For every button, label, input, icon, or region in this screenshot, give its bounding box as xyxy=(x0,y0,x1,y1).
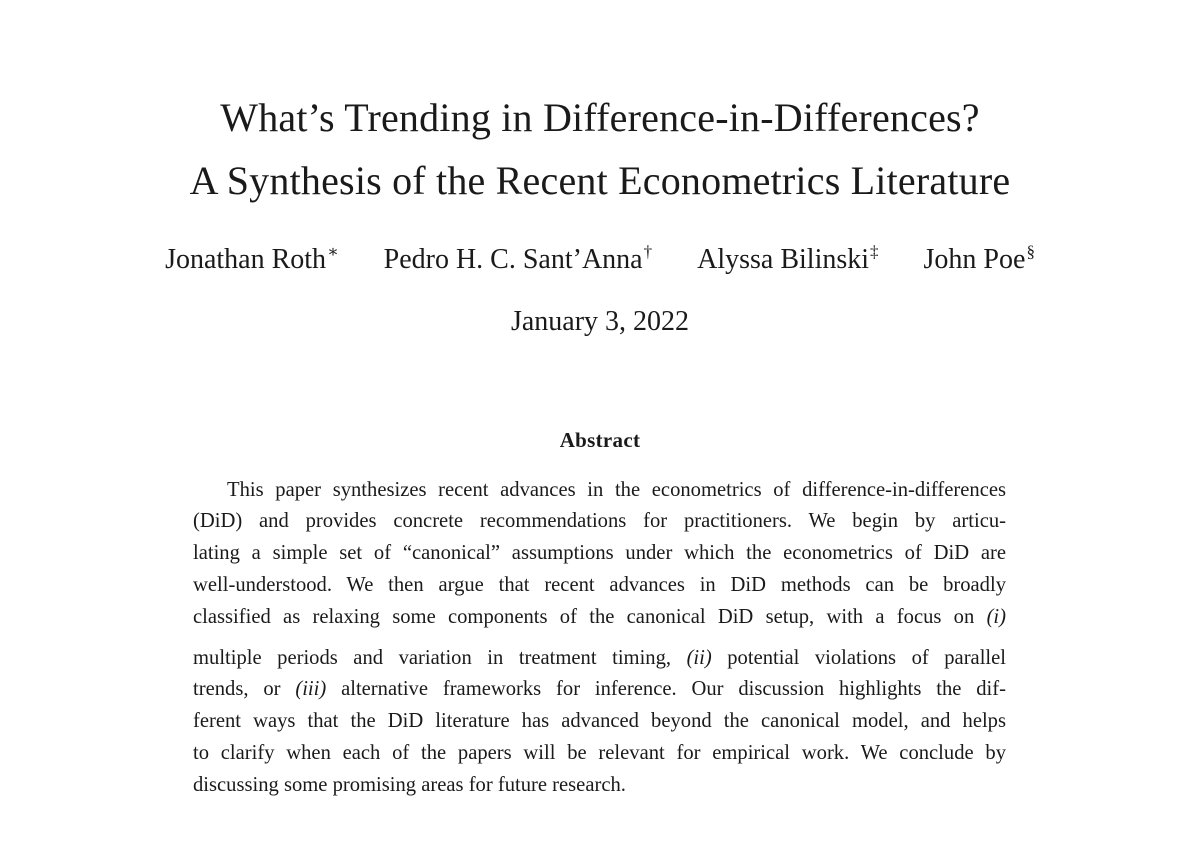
abstract-line xyxy=(193,645,1006,671)
author-name: John Poe xyxy=(923,244,1026,275)
paper-title-line-2: A Synthesis of the Recent Econometrics Literature xyxy=(189,158,1011,203)
footnote-mark: ‡ xyxy=(870,242,879,261)
abstract-line xyxy=(193,676,1006,702)
abstract-text: multiple periods and variation in treatment timing, xyxy=(193,647,687,669)
abstract-line xyxy=(193,508,1006,534)
abstract-line xyxy=(193,604,1006,630)
abstract-line xyxy=(227,477,1006,503)
abstract-text: potential violations of parallel xyxy=(711,647,1007,669)
abstract-line xyxy=(193,572,1006,598)
footnote-mark: † xyxy=(643,242,653,261)
abstract-text: lating a simple set of “canonical” assumptions under which the econometrics of DiD are xyxy=(193,542,1006,564)
abstract-line xyxy=(193,772,626,798)
abstract-text: discussing some promising areas for future research. xyxy=(193,774,626,796)
author-name: Pedro H. C. Sant’Anna xyxy=(383,244,643,275)
enum-ii: (ii) xyxy=(686,647,712,669)
abstract-text: to clarify when each of the papers will be relevant for empirical work. We conclude by xyxy=(193,742,1006,764)
author-name: Alyssa Bilinski xyxy=(697,244,870,275)
abstract-heading: Abstract xyxy=(559,428,641,452)
abstract-text: classified as relaxing some components of the canonical DiD setup, with a focus on xyxy=(193,606,987,628)
abstract-text: (DiD) and provides concrete recommendations for practitioners. We begin by articu- xyxy=(193,510,1006,532)
abstract-line xyxy=(193,708,1006,734)
abstract-text: alternative frameworks for inference. Our discussion highlights the dif- xyxy=(326,678,1006,700)
enum-iii: (iii) xyxy=(295,678,327,700)
abstract-text: well-understood. We then argue that recent advances in DiD methods can be broadly xyxy=(193,574,1006,596)
footnote-mark: § xyxy=(1026,242,1035,261)
abstract-line xyxy=(193,740,1006,766)
abstract-text: trends, or xyxy=(193,678,296,700)
abstract-text: This paper synthesizes recent advances in the econometrics of difference-in-differences xyxy=(227,479,1006,501)
abstract-line xyxy=(193,540,1006,566)
paper-title-line-1: What’s Trending in Difference-in-Differences? xyxy=(220,95,980,140)
abstract-text: ferent ways that the DiD literature has advanced beyond the canonical model, and helps xyxy=(193,710,1006,732)
author-name: Jonathan Roth xyxy=(165,244,327,275)
paper-date: January 3, 2022 xyxy=(510,306,690,337)
enum-i: (i) xyxy=(986,606,1006,628)
footnote-mark: ∗ xyxy=(327,242,339,261)
